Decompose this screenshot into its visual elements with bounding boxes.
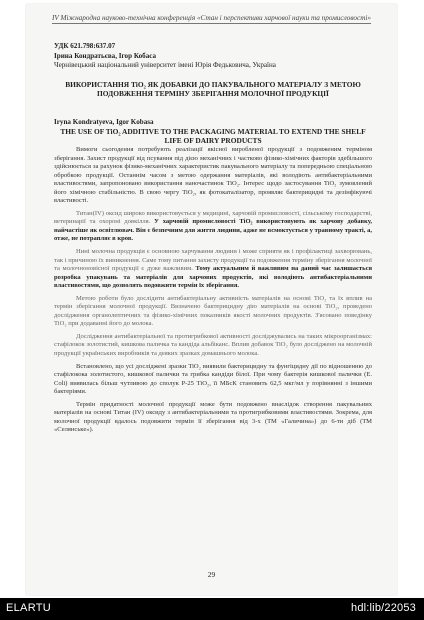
authors-uk: Ірина Кондратьєва, Ігор Кобаса bbox=[54, 51, 157, 60]
authors-en: Iryna Kondratyeva, Igor Kobasa bbox=[54, 118, 154, 126]
paragraph-6: Встановлено, що усі досліджені зразки TiO₂ виявили бактерицидну та фунгіцидну дії по відношенню до стафілокока золотистого, кишкової палички та грибка кандіди білої. При чому бактерія кишкової палички (E. Coli) виявилась більш чутливою до сполук Р-25 TiO₂, її МБсК становить 62,5 мкг/мл у порівнянні з іншими бактеріями. bbox=[54, 362, 372, 396]
paragraph-1: Вимоги сьогодення потребують реалізації якісної виробленої продукції з подовженим терміном зберігання. Захист продукції від псування під дією механічних і частково фізико-хімічних факторів здебільшого здійснюється за рахунок фізико-механічних характеристик пакувального матеріалу та попередньою спеціальною обробкою продукції. Останнім часом з метою одержання матеріалів, які володіють антибактеріальними властивостями, запропоновано використання наночастинок TiO₂. Інтерес щодо застосування TiO₂ зумовлений його хімічною стабільністю. В свою чергу TiO₂, як фотокаталізатор, проявляє бактерицидні та дезінфікуючі властивості. bbox=[54, 146, 372, 205]
paragraph-7: Термін придатності молочної продукції може бути подовжено внаслідок створення пакувальних матеріалів на основі Титан (IV) оксиду з антибактеріальними та протигрибковими властивостями. Зокрема, для молочної продукції вдалось подовжити термін її зберігання від 3-х (ТМ «Галичина») до 6-ти діб (ТМ «Селянське»). bbox=[54, 400, 372, 434]
repository-footer bbox=[0, 598, 424, 620]
paragraph-3 bbox=[54, 248, 372, 291]
paragraph-2 bbox=[54, 210, 372, 244]
document-page bbox=[26, 4, 397, 595]
paragraph-5: Дослідження антибактеріальної та протигрибкової активності досліджувались на таких мікроорганізмах: стафілокок золотистий, кишкова паличка та кандіда альбіканс. Вплив добавок TiO₂ було досліджено на молочній продукції українських виробників та деяких зразках домашнього молока. bbox=[54, 332, 372, 358]
paragraph-4: Метою роботи було дослідити антибактеріальну активність матеріалів на основі TiO₂ та їх вплив на термін зберігання молочної продукції. Визначено бактерицидну дію матеріалів на основі TiO₂, проведено дослідження органолептичних та фізико-хімічних показників якості молочних продуктів. З'ясовано поведінку TiO₂ при додаванні його до молока. bbox=[54, 294, 372, 328]
article-body bbox=[54, 146, 372, 435]
udk-code: УДК 621.798:637.07 bbox=[54, 42, 116, 50]
paragraph-2-part-a: Титан(IV) оксид широко використовується у медицині, харчовій промисловості, сільському господарстві, ветеринарії та охороні довкілля. bbox=[54, 209, 372, 226]
title-en: THE USE OF TiO₂ ADDITIVE TO THE PACKAGING MATERIAL TO EXTEND THE SHELF LIFE OF DAIRY PRODUCTS bbox=[60, 127, 366, 146]
title-uk: ВИКОРИСТАННЯ TiO₂ ЯК ДОБАВКИ ДО ПАКУВАЛЬНОГО МАТЕРІАЛУ З МЕТОЮ ПОДОВЖЕННЯ ТЕРМІНУ ЗБЕРІГАННЯ МОЛОЧНОЇ ПРОДУКЦІЇ bbox=[65, 80, 361, 99]
conference-header: IV Міжнародна науково-технічна конференція «Стан і перспективи харчової науки та промисловості» bbox=[52, 14, 371, 22]
paragraph-2-part-b: У харчовій промисловості TiO₂ використовують як харчову добавку, найчастіше як освітлювач. Він є безпечним для життя людини, адже не всмоктується у травному тракті, а, отже, не потрапляє в кров. bbox=[54, 218, 372, 243]
page-number: 29 bbox=[207, 570, 216, 579]
header-rule bbox=[52, 23, 371, 24]
article-meta bbox=[54, 42, 374, 71]
handle-link[interactable]: hdl:lib/22053 bbox=[351, 602, 416, 614]
repository-name: ELARTU bbox=[6, 602, 51, 614]
paragraph-3-part-b: Тому актуальним й важливим на даний час залишається розробка упакувань та матеріалів для харчових продуктів, які володіють антибактеріальними властивостями, що дозволять подовжити термін їх зберігання. bbox=[54, 265, 373, 290]
paragraph-3-part-a: Нині молочна продукція є основною харчування людини і може сприяти як і профілактиці захворювань, так і причиною їх виникнення. Саме тому питання захисту продукції та подовження терміну зберігання молочної та молочноновісної продукції є дуже важливим. bbox=[54, 248, 372, 273]
affiliation: Чернівецький національний університет імені Юрія Федьковича, Україна bbox=[54, 61, 276, 70]
